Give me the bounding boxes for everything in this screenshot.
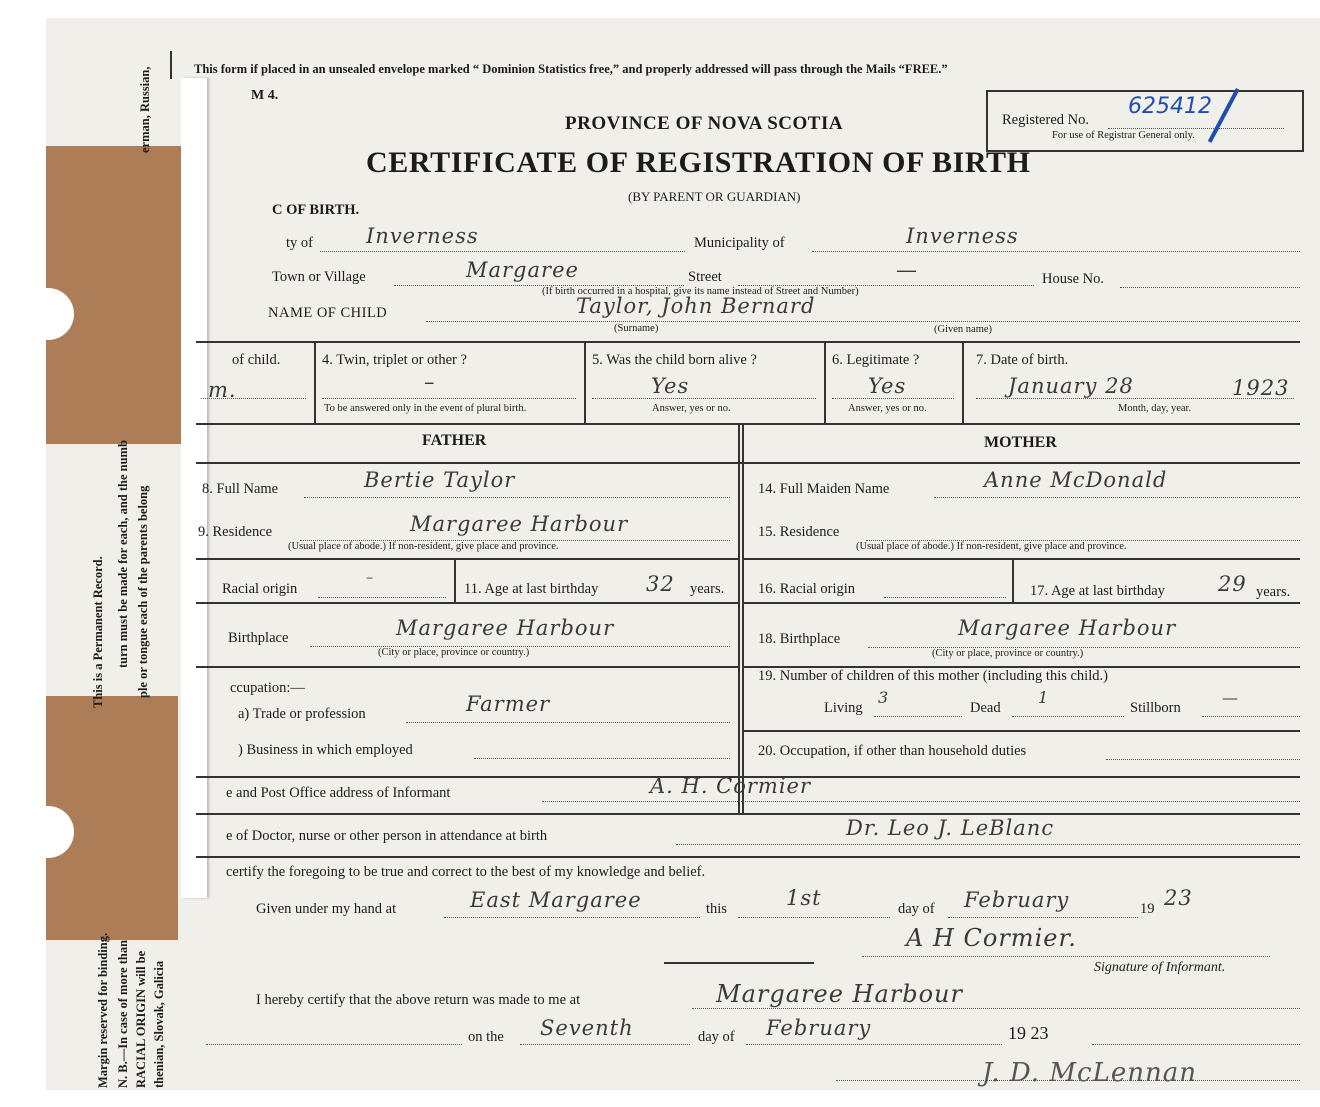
father-residence-label: 9. Residence <box>198 524 273 540</box>
child-name-value: Taylor, John Bernard <box>576 294 816 318</box>
registrar-dayof-label: day of <box>698 1029 735 1045</box>
twin-value: – <box>424 370 436 394</box>
house-label: House No. <box>1042 271 1105 287</box>
margin-binding: Margin reserved for binding. <box>96 932 110 1088</box>
father-race-value: – <box>366 570 374 586</box>
hospital-note: (If birth occurred in a hospital, give its name instead of Street and Number) <box>542 286 859 297</box>
father-residence-note: (Usual place of abode.) If non-resident, give place and province. <box>288 541 559 552</box>
father-name-label: 8. Full Name <box>202 481 279 497</box>
alive-note: Answer, yes or no. <box>652 403 731 414</box>
mother-age-label: 17. Age at last birthday <box>1030 583 1165 599</box>
twin-label: 4. Twin, triplet or other ? <box>322 352 467 368</box>
mother-name-label: 14. Full Maiden Name <box>758 481 890 497</box>
surname-note: (Surname) <box>614 323 659 334</box>
town-label: Town or Village <box>272 269 366 285</box>
doctor-value: Dr. Leo J. LeBlanc <box>846 816 1055 840</box>
informant-address-value: A. H. Cormier <box>650 774 812 798</box>
dob-value: January 28 <box>1008 374 1134 398</box>
registrar-certify-label: I hereby certify that the above return was made to me at <box>256 992 581 1008</box>
margin-german: erman, Russian, <box>138 66 152 153</box>
town-value: Margaree <box>466 258 579 282</box>
municipality-label: Municipality of <box>694 235 785 251</box>
child-name-label: NAME OF CHILD <box>268 305 388 321</box>
mother-heading: MOTHER <box>984 434 1057 451</box>
registrar-month-value: February <box>766 1016 872 1040</box>
given-place-value: East Margaree <box>470 888 642 912</box>
given-under-label: Given under my hand at <box>256 901 397 917</box>
page-title: CERTIFICATE OF REGISTRATION OF BIRTH <box>366 146 1031 179</box>
margin-racial: RACIAL ORIGIN will be <box>134 950 148 1088</box>
mother-residence-note: (Usual place of abode.) If non-resident, give place and province. <box>856 541 1127 552</box>
place-section-label: C OF BIRTH. <box>272 202 360 218</box>
father-birthplace-label: Birthplace <box>228 630 289 646</box>
father-trade-label: a) Trade or profession <box>238 706 366 722</box>
legitimate-label: 6. Legitimate ? <box>832 352 920 368</box>
mother-race-label: 16. Racial origin <box>758 581 856 597</box>
mother-birthplace-label: 18. Birthplace <box>758 631 841 647</box>
registered-box <box>986 90 1304 152</box>
registrar-onthe-label: on the <box>468 1029 504 1045</box>
alive-label: 5. Was the child born alive ? <box>592 352 757 368</box>
alive-value: Yes <box>651 374 690 398</box>
given-day-value: 1st <box>786 886 822 910</box>
father-trade-value: Farmer <box>466 692 551 716</box>
province-heading: PROVINCE OF NOVA SCOTIA <box>565 113 844 134</box>
father-age-unit: years. <box>690 581 725 597</box>
county-value: Inverness <box>366 224 479 248</box>
legitimate-value: Yes <box>868 374 907 398</box>
informant-certify-text: certify the foregoing to be true and correct to the best of my knowledge and belief. <box>226 864 706 880</box>
given-name-note: (Given name) <box>934 324 993 335</box>
given-year-value: 23 <box>1164 886 1193 910</box>
father-name-value: Bertie Taylor <box>364 468 516 492</box>
given-dayof-label: day of <box>898 901 935 917</box>
form-number: M 4. <box>251 88 279 103</box>
certificate-sheet <box>46 18 1320 1090</box>
margin-permanent: This is a Permanent Record. <box>91 556 105 708</box>
mail-notice: This form if placed in an unsealed envelope marked “ Dominion Statistics free,” and properly addressed will pass through the Mails “FREE.” <box>194 62 948 76</box>
father-occupation-label: ccupation:— <box>230 680 305 696</box>
mother-age-value: 29 <box>1218 572 1247 596</box>
informant-signature-label: Signature of Informant. <box>1094 960 1226 975</box>
stillborn-label: Stillborn <box>1130 700 1181 716</box>
informant-address-label: e and Post Office address of Informant <box>226 785 451 801</box>
father-birthplace-note: (City or place, province or country.) <box>378 647 530 658</box>
county-label: ty of <box>286 235 313 251</box>
father-residence-value: Margaree Harbour <box>410 512 629 536</box>
municipality-value: Inverness <box>906 224 1019 248</box>
twin-note: To be answered only in the event of plural birth. <box>324 403 527 414</box>
father-business-label: ) Business in which employed <box>238 742 413 758</box>
sex-value: m. <box>208 378 237 402</box>
dob-year: 1923 <box>1232 376 1290 400</box>
this-label: this <box>706 901 727 917</box>
given-year-prefix: 19 <box>1140 901 1155 917</box>
informant-signature: A H Cormier. <box>906 924 1077 952</box>
father-heading: FATHER <box>422 432 487 449</box>
dead-value: 1 <box>1038 688 1050 707</box>
margin-ethnic: thenian, Slovak, Galicia <box>152 960 166 1088</box>
registered-note: For use of Registrar General only. <box>1052 130 1195 141</box>
registered-label: Registered No. <box>1002 112 1089 128</box>
tape-top <box>46 146 189 444</box>
father-race-label: Racial origin <box>222 581 298 597</box>
page-subtitle: (BY PARENT OR GUARDIAN) <box>628 189 801 204</box>
registrar-place-value: Margaree Harbour <box>716 980 963 1008</box>
mother-residence-label: 15. Residence <box>758 524 840 540</box>
stillborn-value: — <box>1222 688 1239 707</box>
mother-name-value: Anne McDonald <box>984 468 1168 492</box>
living-value: 3 <box>878 688 890 707</box>
margin-nb: N. B.—In case of more than <box>116 939 130 1088</box>
doctor-label: e of Doctor, nurse or other person in attendance at birth <box>226 828 548 844</box>
legitimate-note: Answer, yes or no. <box>848 403 927 414</box>
street-value: — <box>896 258 918 282</box>
sex-label: of child. <box>232 352 281 368</box>
mother-birthplace-value: Margaree Harbour <box>958 616 1177 640</box>
registered-number: 625412 <box>1128 94 1212 119</box>
dob-label: 7. Date of birth. <box>976 352 1069 368</box>
father-age-value: 32 <box>646 572 675 596</box>
father-age-label: 11. Age at last birthday <box>464 581 599 597</box>
given-month-value: February <box>964 888 1070 912</box>
mother-age-unit: years. <box>1256 584 1291 600</box>
margin-nb2: turn must be made for each, and the numb <box>116 440 130 668</box>
dead-label: Dead <box>970 700 1001 716</box>
dob-note: Month, day, year. <box>1118 403 1192 414</box>
street-label: Street <box>688 269 722 285</box>
registrar-day-value: Seventh <box>540 1016 634 1040</box>
father-birthplace-value: Margaree Harbour <box>396 616 615 640</box>
mother-birthplace-note: (City or place, province or country.) <box>932 648 1084 659</box>
children-count-label: 19. Number of children of this mother (including this child.) <box>758 668 1108 684</box>
living-label: Living <box>824 700 863 716</box>
mother-occupation-label: 20. Occupation, if other than household duties <box>758 743 1027 759</box>
registrar-signature: J. D. McLennan <box>982 1058 1197 1088</box>
registrar-year-value: 19 23 <box>1008 1023 1049 1043</box>
margin-racial2: ple or tongue each of the parents belong <box>136 485 150 698</box>
